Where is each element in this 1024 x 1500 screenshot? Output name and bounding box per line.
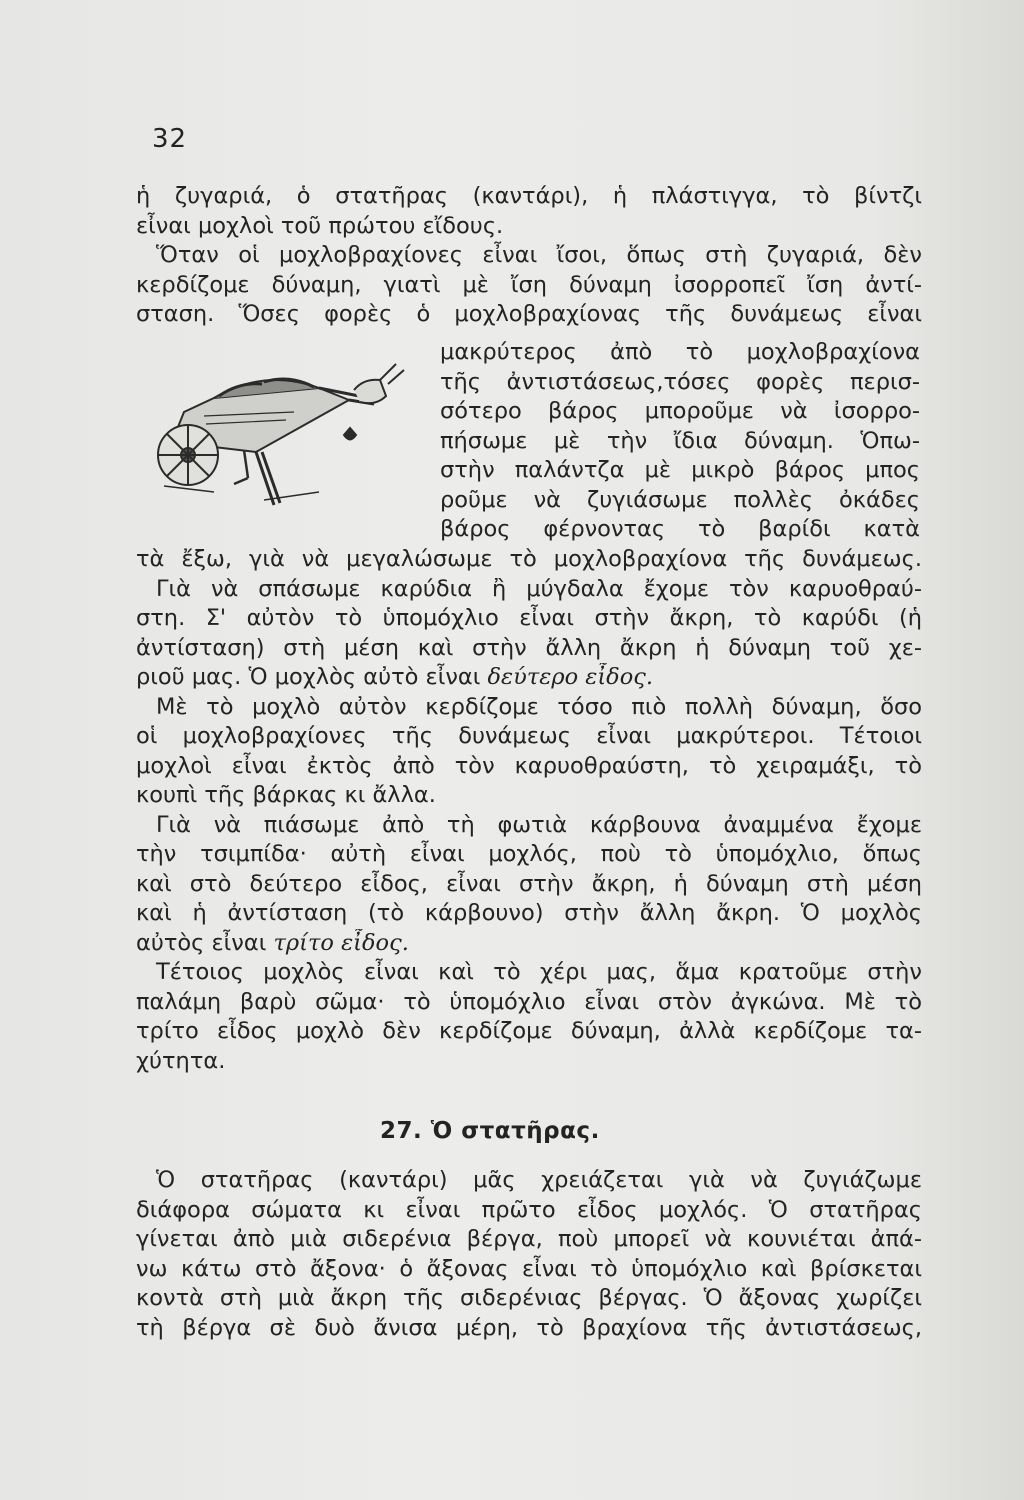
- paragraph-first-kind: [136, 182, 922, 330]
- paragraph-around-figure: [136, 338, 922, 545]
- paragraph-steelyard: [136, 1166, 922, 1343]
- text-line: κοντὰ στὴ μιὰ ἄκρη τῆς σιδερένιας βέργας. Ὁ ἄξονας χωρίζει: [136, 1285, 922, 1311]
- paragraph-second-third-kind: [136, 545, 922, 1076]
- text-line: Τέτοιος μοχλὸς εἶναι καὶ τὸ χέρι μας, ἅμα κρατοῦμε στὴν: [156, 959, 922, 985]
- text-line: εἶναι μοχλοὶ τοῦ πρώτου εἴδους.: [136, 212, 504, 239]
- text-line: κερδίζομε δύναμη, γιατὶ μὲ ἴση δύναμη ἰσορροπεῖ ἴση ἀντί-: [136, 271, 922, 298]
- text-line: Γιὰ νὰ σπάσωμε καρύδια ἢ μύγδαλα ἔχομε τὸν καρυοθραύ-: [156, 575, 922, 602]
- text-line: τρίτο εἶδος μοχλὸ δὲν κερδίζομε δύναμη, ἀλλὰ κερδίζομε τα-: [136, 1018, 922, 1044]
- text-line: παλάμη βαρὺ σῶμα· τὸ ὑπομόχλιο εἶναι στὸν ἀγκώνα. Μὲ τὸ: [136, 988, 922, 1015]
- section-heading: 27. Ὁ στατῆρας.: [380, 1118, 600, 1144]
- text-line: νω κάτω στὸ ἄξονα· ὁ ἄξονας εἶναι τὸ ὑπομόχλιο καὶ βρίσκεται: [136, 1255, 922, 1282]
- text-line: Ὁ στατῆρας (καντάρι) μᾶς χρειάζεται γιὰ νὰ ζυγιάζωμε: [156, 1167, 922, 1193]
- text-line: [136, 663, 922, 693]
- text-line: ἡ ζυγαριά, ὁ στατῆρας (καντάρι), ἡ πλάστιγγα, τὸ βίντζι: [136, 183, 922, 209]
- text-line: οἱ μοχλοβραχίονες τῆς δυνάμεως εἶναι μακρύτεροι. Τέτοιοι: [136, 723, 922, 749]
- page-number: 32: [152, 124, 188, 154]
- text-line: μοχλοὶ εἶναι ἐκτὸς ἀπὸ τὸν καρυοθραύστη, τὸ χειραμάξι, τὸ: [136, 752, 922, 779]
- text-fragment: αὐτὸς εἶναι: [136, 929, 267, 956]
- text-line: βάρος φέρνοντας τὸ βαρίδι κατὰ: [440, 516, 920, 542]
- text-line: πήσωμε μὲ τὴν ἴδια δύναμη. Ὁπω-: [440, 427, 920, 454]
- text-line: τῆς ἀντιστάσεως,τόσες φορὲς περισ-: [440, 368, 920, 395]
- text-line: χύτητα.: [136, 1047, 226, 1074]
- text-line: κουπὶ τῆς βάρκας κι ἄλλα.: [136, 782, 436, 808]
- text-line: καὶ ἡ ἀντίσταση (τὸ κάρβουνο) στὴν ἄλλη ἄκρη. Ὁ μοχλὸς: [136, 900, 922, 926]
- text-line: Γιὰ νὰ πιάσωμε ἀπὸ τὴ φωτιὰ κάρβουνα ἀναμμένα ἔχομε: [156, 811, 922, 838]
- text-line: γίνεται ἀπὸ μιὰ σιδερένια βέργα, ποὺ μπορεῖ νὰ κουνιέται ἀπά-: [136, 1226, 922, 1252]
- text-line: τὰ ἔξω, γιὰ νὰ μεγαλώσωμε τὸ μοχλοβραχίονα τῆς δυνάμεως.: [136, 546, 922, 572]
- text-line: Μὲ τὸ μοχλὸ αὐτὸν κερδίζομε τόσο πιὸ πολλὴ δύναμη, ὅσο: [156, 693, 922, 720]
- italic-term-second-kind: δεύτερο εἶδος.: [487, 664, 654, 690]
- text-line: διάφορα σώματα κι εἶναι πρῶτο εἶδος μοχλός. Ὁ στατῆρας: [136, 1196, 922, 1223]
- text-line: [136, 929, 922, 959]
- text-line: ροῦμε νὰ ζυγιάσωμε πολλὲς ὀκάδες: [440, 486, 920, 513]
- text-fragment: ριοῦ μας. Ὁ μοχλὸς αὐτὸ εἶναι: [136, 664, 481, 690]
- text-line: τὴν τσιμπίδα· αὐτὴ εἶναι μοχλός, ποὺ τὸ ὑπομόχλιο, ὅπως: [136, 841, 922, 867]
- text-line: τὴ βέργα σὲ δυὸ ἄνισα μέρη, τὸ βραχίονα τῆς ἀντιστάσεως,: [136, 1314, 922, 1341]
- text-line: καὶ στὸ δεύτερο εἶδος, εἶναι στὴν ἄκρη, ἡ δύναμη στὴ μέση: [136, 870, 922, 897]
- text-line: ἀντίσταση) στὴ μέση καὶ στὴν ἄλλη ἄκρη ἡ δύναμη τοῦ χε-: [136, 634, 922, 661]
- text-line: σότερο βάρος μποροῦμε νὰ ἰσορρο-: [440, 398, 920, 424]
- text-line: στη. Σ' αὐτὸν τὸ ὑπομόχλιο εἶναι στὴν ἄκρη, τὸ καρύδι (ἡ: [136, 605, 922, 631]
- italic-term-third-kind: τρίτο εἶδος.: [273, 929, 409, 956]
- text-line: Ὅταν οἱ μοχλοβραχίονες εἶναι ἴσοι, ὅπως στὴ ζυγαριά, δὲν: [156, 242, 922, 268]
- text-line: μακρύτερος ἀπὸ τὸ μοχλοβραχίονα: [440, 339, 920, 365]
- text-line: στὴν παλάντζα μὲ μικρὸ βάρος μπος: [440, 457, 920, 483]
- text-line: σταση. Ὅσες φορὲς ὁ μοχλοβραχίονας τῆς δυνάμεως εἶναι: [136, 301, 922, 327]
